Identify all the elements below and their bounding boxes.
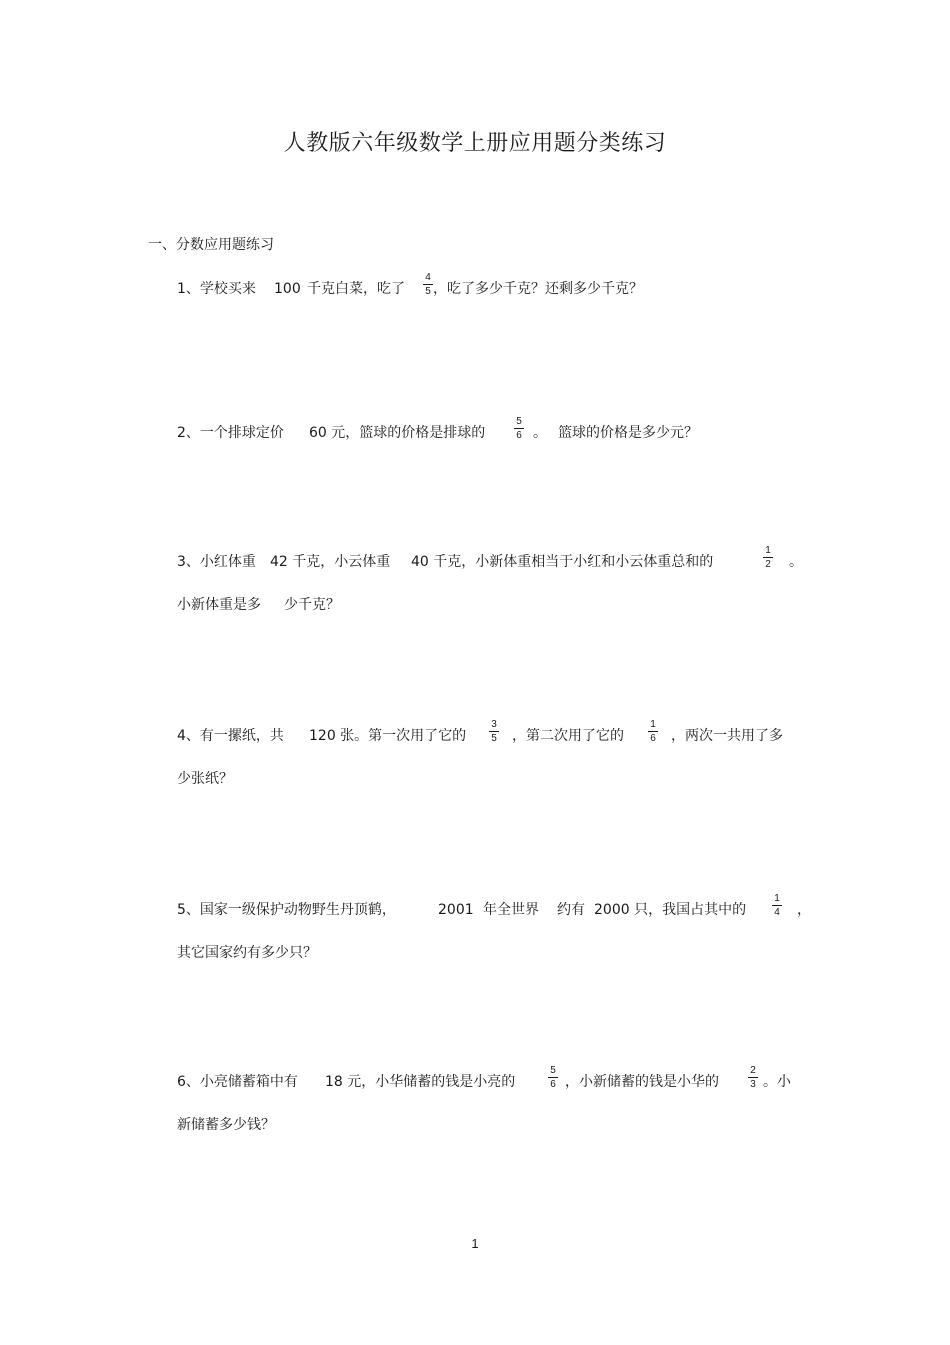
fraction-numerator: 5	[550, 1065, 556, 1076]
problem-text: 。	[789, 554, 803, 570]
fraction	[647, 719, 659, 744]
page-number: 1	[471, 1236, 479, 1251]
problem-text: 60 元，篮球的价格是排球的	[309, 425, 486, 441]
fraction-denominator: 6	[550, 1079, 556, 1090]
fraction	[547, 1065, 559, 1090]
section-heading: 一、分数应用题练习	[148, 237, 274, 253]
fraction-numerator: 1	[650, 719, 656, 730]
fraction-denominator: 5	[491, 733, 497, 744]
fraction-numerator: 1	[765, 545, 771, 556]
problem-text: ，第二次用了它的	[512, 728, 624, 744]
fraction-bar	[489, 731, 499, 732]
problem-text: 2001	[438, 902, 474, 918]
fraction	[771, 893, 783, 918]
fraction-bar	[548, 1077, 558, 1078]
problem-text: 篮球的价格是多少元？	[558, 425, 698, 441]
fraction	[747, 1065, 759, 1090]
fraction	[513, 416, 525, 441]
problem-text: 新储蓄多少钱？	[177, 1117, 275, 1133]
fraction-denominator: 6	[650, 733, 656, 744]
fraction-denominator: 2	[765, 559, 771, 570]
fraction-numerator: 1	[774, 893, 780, 904]
fraction-numerator: 5	[516, 416, 522, 427]
problem-text: 其它国家约有多少只？	[177, 945, 317, 961]
problem-text: 2、一个排球定价	[177, 425, 284, 441]
problem-text: 2000 只，我国占其中的	[594, 902, 747, 918]
fraction	[488, 719, 500, 744]
problem-text: 120 张。第一次用了它的	[309, 728, 467, 744]
problem-text: 5、国家一级保护动物野生丹顶鹤，	[177, 902, 396, 918]
fraction-denominator: 6	[516, 430, 522, 441]
problem-text: 42 千克，小云体重	[270, 554, 391, 570]
problem-text: 18 元，小华储蓄的钱是小亮的	[325, 1074, 516, 1090]
problem-text: 少千克？	[284, 597, 340, 613]
problem-text: 约有	[557, 902, 585, 918]
problem-text: ，小新储蓄的钱是小华的	[565, 1074, 719, 1090]
fraction-numerator: 4	[425, 272, 431, 283]
fraction-numerator: 2	[750, 1065, 756, 1076]
fraction-numerator: 3	[491, 719, 497, 730]
fraction-denominator: 5	[425, 286, 431, 297]
problem-text: 3、小红体重	[177, 554, 256, 570]
problem-text: 。	[533, 425, 547, 441]
problem-text: 6、小亮储蓄箱中有	[177, 1074, 298, 1090]
fraction-bar	[763, 557, 773, 558]
problem-text: ，两次一共用了多	[671, 728, 783, 744]
problem-text: 少张纸？	[177, 771, 233, 787]
problem-text: 100	[274, 281, 301, 297]
problem-text: ，吃了多少千克？还剩多少千克？	[433, 281, 643, 297]
problem-text: ，	[797, 902, 811, 918]
problem-text: 1、学校买来	[177, 281, 256, 297]
fraction-bar	[514, 428, 524, 429]
problem-text: 4、有一摞纸，共	[177, 728, 284, 744]
fraction-bar	[648, 731, 658, 732]
fraction-bar	[772, 905, 782, 906]
fraction-denominator: 4	[774, 907, 780, 918]
problem-text: 年全世界	[483, 902, 539, 918]
problem-text: 。小	[763, 1074, 791, 1090]
problem-text: 千克白菜，吃了	[307, 281, 405, 297]
fraction	[762, 545, 774, 570]
fraction-denominator: 3	[750, 1079, 756, 1090]
fraction-bar	[748, 1077, 758, 1078]
fraction-bar	[423, 284, 433, 285]
page-title: 人教版六年级数学上册应用题分类练习	[283, 131, 667, 156]
problem-text: 小新体重是多	[177, 597, 261, 613]
problem-text: 40 千克，小新体重相当于小红和小云体重总和的	[411, 554, 714, 570]
